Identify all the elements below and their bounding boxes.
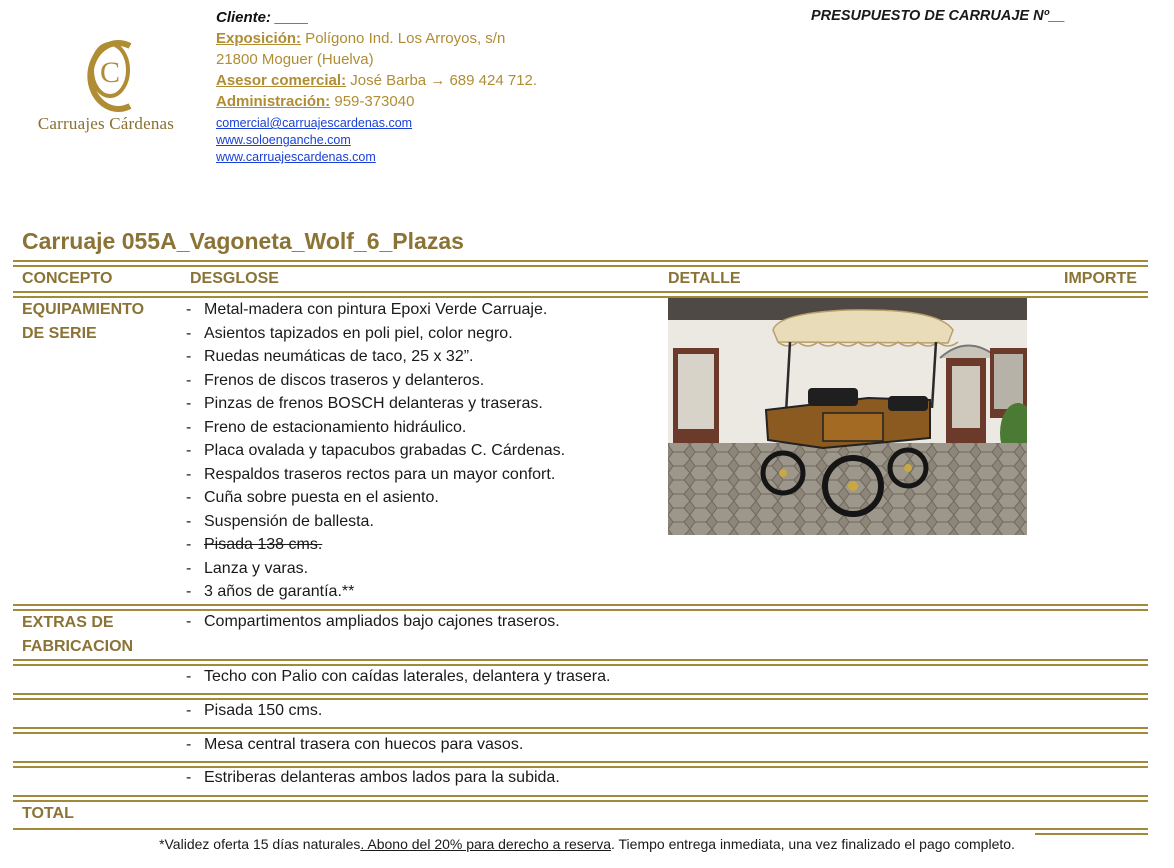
header-links bbox=[216, 115, 412, 166]
exposicion-label: Exposición: bbox=[216, 30, 302, 47]
list-item: - Lanza y varas. bbox=[186, 559, 309, 577]
column-header-detalle: DETALLE bbox=[668, 270, 741, 287]
divider bbox=[13, 732, 1148, 734]
list-item: - Frenos de discos traseros y delanteros. bbox=[186, 371, 485, 389]
section-label-line: DE SERIE bbox=[22, 325, 97, 342]
section-label-line: EXTRAS DE bbox=[22, 614, 114, 631]
extra-item: - Estriberas delanteras ambos lados para la subida. bbox=[186, 769, 560, 786]
admin-label: Administración: bbox=[216, 93, 331, 110]
divider bbox=[13, 265, 1148, 267]
divider bbox=[13, 828, 1148, 830]
section-label-line: EQUIPAMIENTO bbox=[22, 301, 145, 318]
extra-item: - Mesa central trasera con huecos para vasos. bbox=[186, 736, 524, 753]
divider bbox=[13, 693, 1148, 695]
quote-title: PRESUPUESTO DE CARRUAJE Nº__ bbox=[811, 8, 1066, 24]
logo-company-name: Carruajes Cárdenas bbox=[37, 114, 175, 133]
divider bbox=[13, 664, 1148, 666]
list-item: - 3 años de garantía.** bbox=[186, 583, 355, 600]
header-contact bbox=[216, 7, 537, 112]
exposicion-address: 21800 Moguer (Huelva) bbox=[216, 51, 374, 68]
website-link-soloenganche[interactable]: www.soloenganche.com bbox=[216, 133, 351, 147]
list-item: - Asientos tapizados en poli piel, color negro. bbox=[186, 324, 513, 342]
list-item: - Cuña sobre puesta en el asiento. bbox=[186, 489, 439, 506]
exposicion-value: Polígono Ind. Los Arroyos, s/n bbox=[301, 30, 506, 47]
asesor-value: José Barba → 689 424 712. bbox=[346, 72, 538, 89]
column-header-desglose: DESGLOSE bbox=[190, 270, 279, 287]
list-item: - Freno de estacionamiento hidráulico. bbox=[186, 418, 467, 436]
footer-deposit: . Abono del 20% para derecho a reserva bbox=[360, 836, 611, 852]
divider bbox=[1035, 833, 1148, 835]
extra-item: - Pisada 150 cms. bbox=[186, 702, 323, 719]
page-title: Carruaje 055A_Vagoneta_Wolf_6_Plazas bbox=[22, 228, 464, 254]
client-label: Cliente: ____ bbox=[216, 9, 309, 26]
admin-value: 959-373040 bbox=[330, 93, 415, 110]
list-item: - Respaldos traseros rectos para un mayor confort. bbox=[186, 465, 556, 483]
divider bbox=[13, 727, 1148, 729]
column-header-importe: IMPORTE bbox=[1064, 270, 1137, 287]
list-item: - Metal-madera con pintura Epoxi Verde Carruaje. bbox=[186, 301, 548, 318]
footer-delivery: . Tiempo entrega inmediata, una vez finalizado el pago completo. bbox=[611, 836, 1015, 852]
column-header-concepto: CONCEPTO bbox=[22, 270, 113, 287]
extra-item: - Techo con Palio con caídas laterales, delantera y trasera. bbox=[186, 668, 611, 685]
website-link-carruajes[interactable]: www.carruajescardenas.com bbox=[216, 150, 376, 164]
section-label-line: FABRICACION bbox=[22, 638, 134, 655]
list-item: - Placa ovalada y tapacubos grabadas C. Cárdenas. bbox=[186, 442, 566, 459]
divider bbox=[13, 291, 1148, 293]
divider bbox=[13, 609, 1148, 611]
section-label-extras bbox=[22, 611, 133, 659]
carriage-photo bbox=[668, 298, 1027, 535]
footer-note bbox=[0, 836, 1174, 852]
divider bbox=[13, 795, 1148, 797]
divider bbox=[13, 761, 1148, 763]
divider bbox=[13, 604, 1148, 606]
email-link[interactable]: comercial@carruajescardenas.com bbox=[216, 116, 413, 130]
asesor-label: Asesor comercial: bbox=[216, 72, 347, 89]
list-item: - Pinzas de frenos BOSCH delanteras y traseras. bbox=[186, 395, 543, 412]
divider bbox=[13, 766, 1148, 768]
divider bbox=[13, 659, 1148, 661]
footer-validity: *Validez oferta 15 días naturales bbox=[159, 836, 361, 852]
logo-letter: C bbox=[99, 56, 121, 89]
list-item: - Suspensión de ballesta. bbox=[186, 512, 374, 530]
divider bbox=[13, 260, 1148, 262]
equipamiento-list bbox=[186, 298, 565, 604]
total-label: TOTAL bbox=[22, 805, 74, 822]
list-item-struck: - Pisada 138 cms. bbox=[186, 536, 323, 553]
extra-item: - Compartimentos ampliados bajo cajones traseros. bbox=[186, 613, 560, 630]
section-label-equipamiento bbox=[22, 298, 144, 346]
divider bbox=[13, 698, 1148, 700]
list-item: - Ruedas neumáticas de taco, 25 x 32”. bbox=[186, 348, 474, 365]
divider bbox=[13, 800, 1148, 802]
